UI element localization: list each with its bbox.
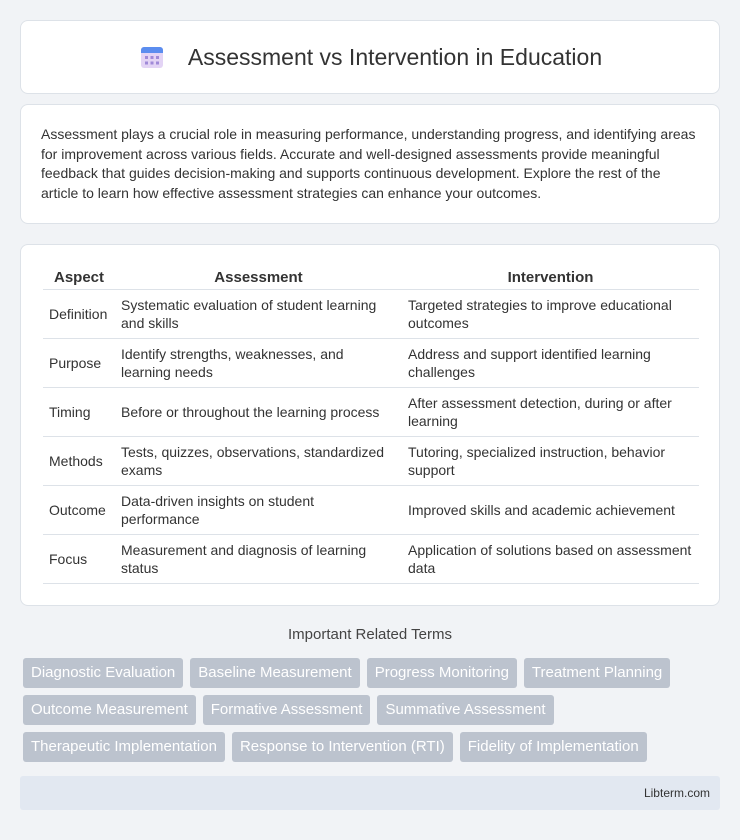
table-row xyxy=(43,290,699,339)
term-tag[interactable]: Formative Assessment xyxy=(203,695,371,725)
page-title: Assessment vs Intervention in Education xyxy=(187,43,603,70)
cell-assessment: Tests, quizzes, observations, standardized exams xyxy=(115,437,402,486)
term-tag[interactable]: Baseline Measurement xyxy=(190,658,359,688)
cell-assessment: Identify strengths, weaknesses, and learning needs xyxy=(115,339,402,388)
table-row xyxy=(43,486,699,535)
header-card xyxy=(20,20,720,94)
comparison-table-card xyxy=(20,244,720,606)
cell-aspect: Definition xyxy=(43,290,115,339)
table-row xyxy=(43,388,699,437)
header-assessment: Assessment xyxy=(115,265,402,290)
cell-assessment: Before or throughout the learning process xyxy=(115,388,402,437)
cell-intervention: After assessment detection, during or after learning xyxy=(402,388,699,437)
cell-intervention: Targeted strategies to improve educational outcomes xyxy=(402,290,699,339)
term-tag[interactable]: Therapeutic Implementation xyxy=(23,732,225,762)
table-row xyxy=(43,339,699,388)
term-tag[interactable]: Progress Monitoring xyxy=(367,658,517,688)
cell-assessment: Data-driven insights on student performance xyxy=(115,486,402,535)
comparison-table xyxy=(43,265,699,584)
footer xyxy=(20,776,720,810)
related-terms-title: Important Related Terms xyxy=(288,626,452,643)
table-row xyxy=(43,437,699,486)
table-header-row xyxy=(43,265,699,290)
cell-aspect: Outcome xyxy=(43,486,115,535)
cell-assessment: Measurement and diagnosis of learning status xyxy=(115,535,402,584)
cell-aspect: Purpose xyxy=(43,339,115,388)
cell-intervention: Tutoring, specialized instruction, behavior support xyxy=(402,437,699,486)
related-terms-list xyxy=(23,658,723,762)
term-tag[interactable]: Fidelity of Implementation xyxy=(460,732,647,762)
cell-intervention: Application of solutions based on assessment data xyxy=(402,535,699,584)
cell-aspect: Methods xyxy=(43,437,115,486)
table-row xyxy=(43,535,699,584)
cell-assessment: Systematic evaluation of student learning and skills xyxy=(115,290,402,339)
term-tag[interactable]: Summative Assessment xyxy=(377,695,553,725)
calendar-icon xyxy=(138,43,166,71)
term-tag[interactable]: Outcome Measurement xyxy=(23,695,196,725)
term-tag[interactable]: Treatment Planning xyxy=(524,658,670,688)
header-aspect: Aspect xyxy=(43,265,115,290)
intro-card xyxy=(20,104,720,224)
cell-aspect: Timing xyxy=(43,388,115,437)
footer-site-link[interactable]: Libterm.com xyxy=(643,786,710,800)
term-tag[interactable]: Diagnostic Evaluation xyxy=(23,658,183,688)
header-intervention: Intervention xyxy=(402,265,699,290)
cell-intervention: Improved skills and academic achievement xyxy=(402,486,699,535)
term-tag[interactable]: Response to Intervention (RTI) xyxy=(232,732,453,762)
cell-aspect: Focus xyxy=(43,535,115,584)
cell-intervention: Address and support identified learning challenges xyxy=(402,339,699,388)
intro-paragraph: Assessment plays a crucial role in measuring performance, understanding progress, and identifying areas for improvement across various fields. Accurate and well-designed assessments provide meaningful feedback that guides decision-making and supports continuous development. Explore the rest of the article to learn how effective assessment strategies can enhance your outcomes. xyxy=(41,126,696,201)
